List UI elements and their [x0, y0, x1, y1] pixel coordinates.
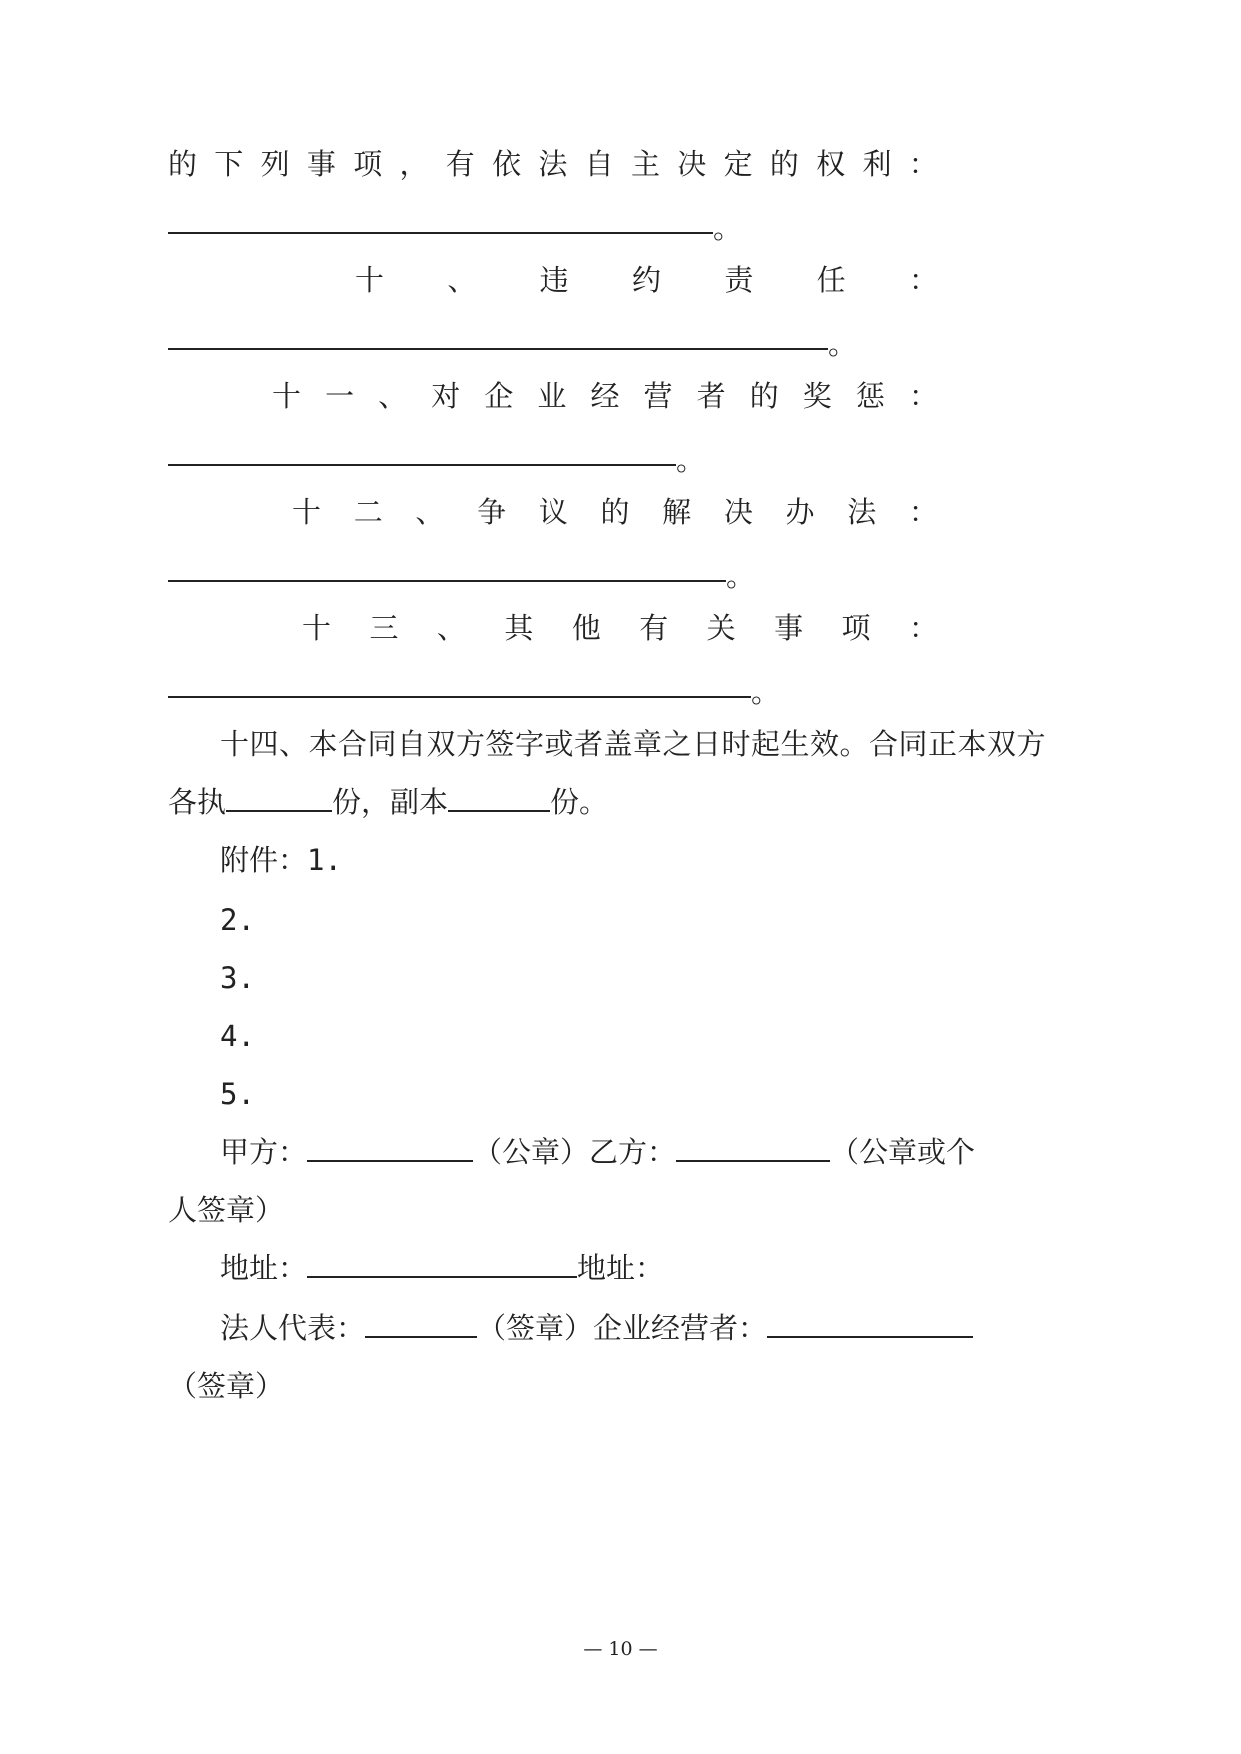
duplicate-label: 份，副本: [332, 785, 449, 819]
char: 利: [862, 147, 892, 181]
char: 十: [302, 611, 332, 645]
char: 十: [355, 263, 385, 297]
section-13-heading: [302, 608, 938, 648]
char: 项: [841, 611, 871, 645]
char: 其: [504, 611, 534, 645]
original-copies-blank[interactable]: [226, 784, 332, 812]
char: 惩: [855, 379, 885, 413]
attachment-number: 1.: [307, 843, 342, 877]
char: 关: [706, 611, 736, 645]
char: 法: [847, 495, 877, 529]
legal-rep-blank[interactable]: [365, 1310, 477, 1338]
char: 他: [571, 611, 601, 645]
char: 、: [447, 263, 477, 297]
char: 争: [477, 495, 507, 529]
fill-in-blank[interactable]: [168, 348, 828, 350]
party-signature-line: [220, 1132, 975, 1172]
fill-in-blank[interactable]: [168, 696, 751, 698]
char: 营: [643, 379, 673, 413]
char: 主: [630, 147, 660, 181]
attachment-item-2: 2.: [220, 903, 255, 937]
char: 任: [816, 263, 846, 297]
char: 企: [484, 379, 514, 413]
char: ：: [908, 611, 938, 645]
period: 。: [676, 443, 706, 477]
char: 业: [537, 379, 567, 413]
fill-in-blank[interactable]: [168, 580, 726, 582]
seal-or-label: （公章或个: [830, 1135, 976, 1169]
section-14-text: 十四、本合同自双方签字或者盖章之日时起生效。合同正本双方: [220, 727, 1047, 761]
char: ：: [908, 495, 938, 529]
char: 奖: [802, 379, 832, 413]
char: 列: [260, 147, 290, 181]
char: 法: [538, 147, 568, 181]
page-number: — 10 —: [583, 1638, 658, 1660]
char: 十: [272, 379, 302, 413]
char: ：: [908, 147, 938, 181]
attachment-item-3: 3.: [220, 961, 255, 995]
char: 的: [600, 495, 630, 529]
party-b-blank[interactable]: [676, 1134, 830, 1162]
char: 的: [168, 147, 198, 181]
sign-seal-label-2: （签章）: [168, 1369, 285, 1403]
char: 项: [353, 147, 383, 181]
char: 事: [306, 147, 336, 181]
copies-label: 各执: [168, 785, 227, 819]
address-label: 地址：: [220, 1251, 308, 1285]
attachment-item-5: 5.: [220, 1077, 255, 1111]
period: 。: [828, 327, 858, 361]
period: 。: [726, 559, 756, 593]
attachment-label: 附件：: [220, 843, 308, 877]
address-label-2: 地址：: [577, 1251, 665, 1285]
char: 者: [696, 379, 726, 413]
char: 议: [538, 495, 568, 529]
section-11-heading: [272, 376, 938, 416]
char: 十: [292, 495, 322, 529]
char: 有: [445, 147, 475, 181]
party-a-label: 甲方：: [220, 1135, 308, 1169]
representative-line: [220, 1308, 973, 1348]
char: 二: [353, 495, 383, 529]
char: 自: [584, 147, 614, 181]
char: ：: [908, 379, 938, 413]
party-b-label: 乙方：: [589, 1135, 677, 1169]
char: 约: [631, 263, 661, 297]
operator-label: 企业经营者：: [593, 1311, 768, 1345]
clause-9-continuation: [168, 144, 938, 184]
section-12-heading: [292, 492, 938, 532]
char: ：: [908, 263, 938, 297]
attachment-item-1: [220, 840, 342, 880]
period: 。: [751, 675, 781, 709]
char: 事: [774, 611, 804, 645]
seal-label: （公章）: [473, 1135, 590, 1169]
char: 的: [749, 379, 779, 413]
char: 办: [785, 495, 815, 529]
char: 、: [415, 495, 445, 529]
copies-suffix: 份。: [550, 785, 609, 819]
char: 权: [816, 147, 846, 181]
legal-rep-label: 法人代表：: [220, 1311, 366, 1345]
char: 决: [677, 147, 707, 181]
address-line: [220, 1248, 664, 1288]
period: 。: [713, 211, 743, 245]
char: 责: [724, 263, 754, 297]
sign-seal-label: （签章）: [477, 1311, 594, 1345]
char: 、: [378, 379, 408, 413]
section-14-copies: [168, 782, 608, 822]
char: 、: [436, 611, 466, 645]
attachment-item-4: 4.: [220, 1019, 255, 1053]
fill-in-blank[interactable]: [168, 232, 713, 234]
char: ，: [399, 147, 429, 181]
section-10-heading: [355, 260, 938, 300]
char: 经: [590, 379, 620, 413]
party-a-blank[interactable]: [307, 1134, 473, 1162]
fill-in-blank[interactable]: [168, 464, 676, 466]
char: 对: [431, 379, 461, 413]
char: 定: [723, 147, 753, 181]
char: 依: [492, 147, 522, 181]
char: 解: [662, 495, 692, 529]
char: 三: [369, 611, 399, 645]
char: 决: [723, 495, 753, 529]
seal-or-label-continued: 人签章）: [168, 1193, 285, 1227]
char: 违: [539, 263, 569, 297]
char: 有: [639, 611, 669, 645]
char: 的: [769, 147, 799, 181]
address-blank[interactable]: [307, 1250, 577, 1278]
char: 一: [325, 379, 355, 413]
operator-blank[interactable]: [767, 1310, 973, 1338]
char: 下: [214, 147, 244, 181]
duplicate-copies-blank[interactable]: [448, 784, 550, 812]
